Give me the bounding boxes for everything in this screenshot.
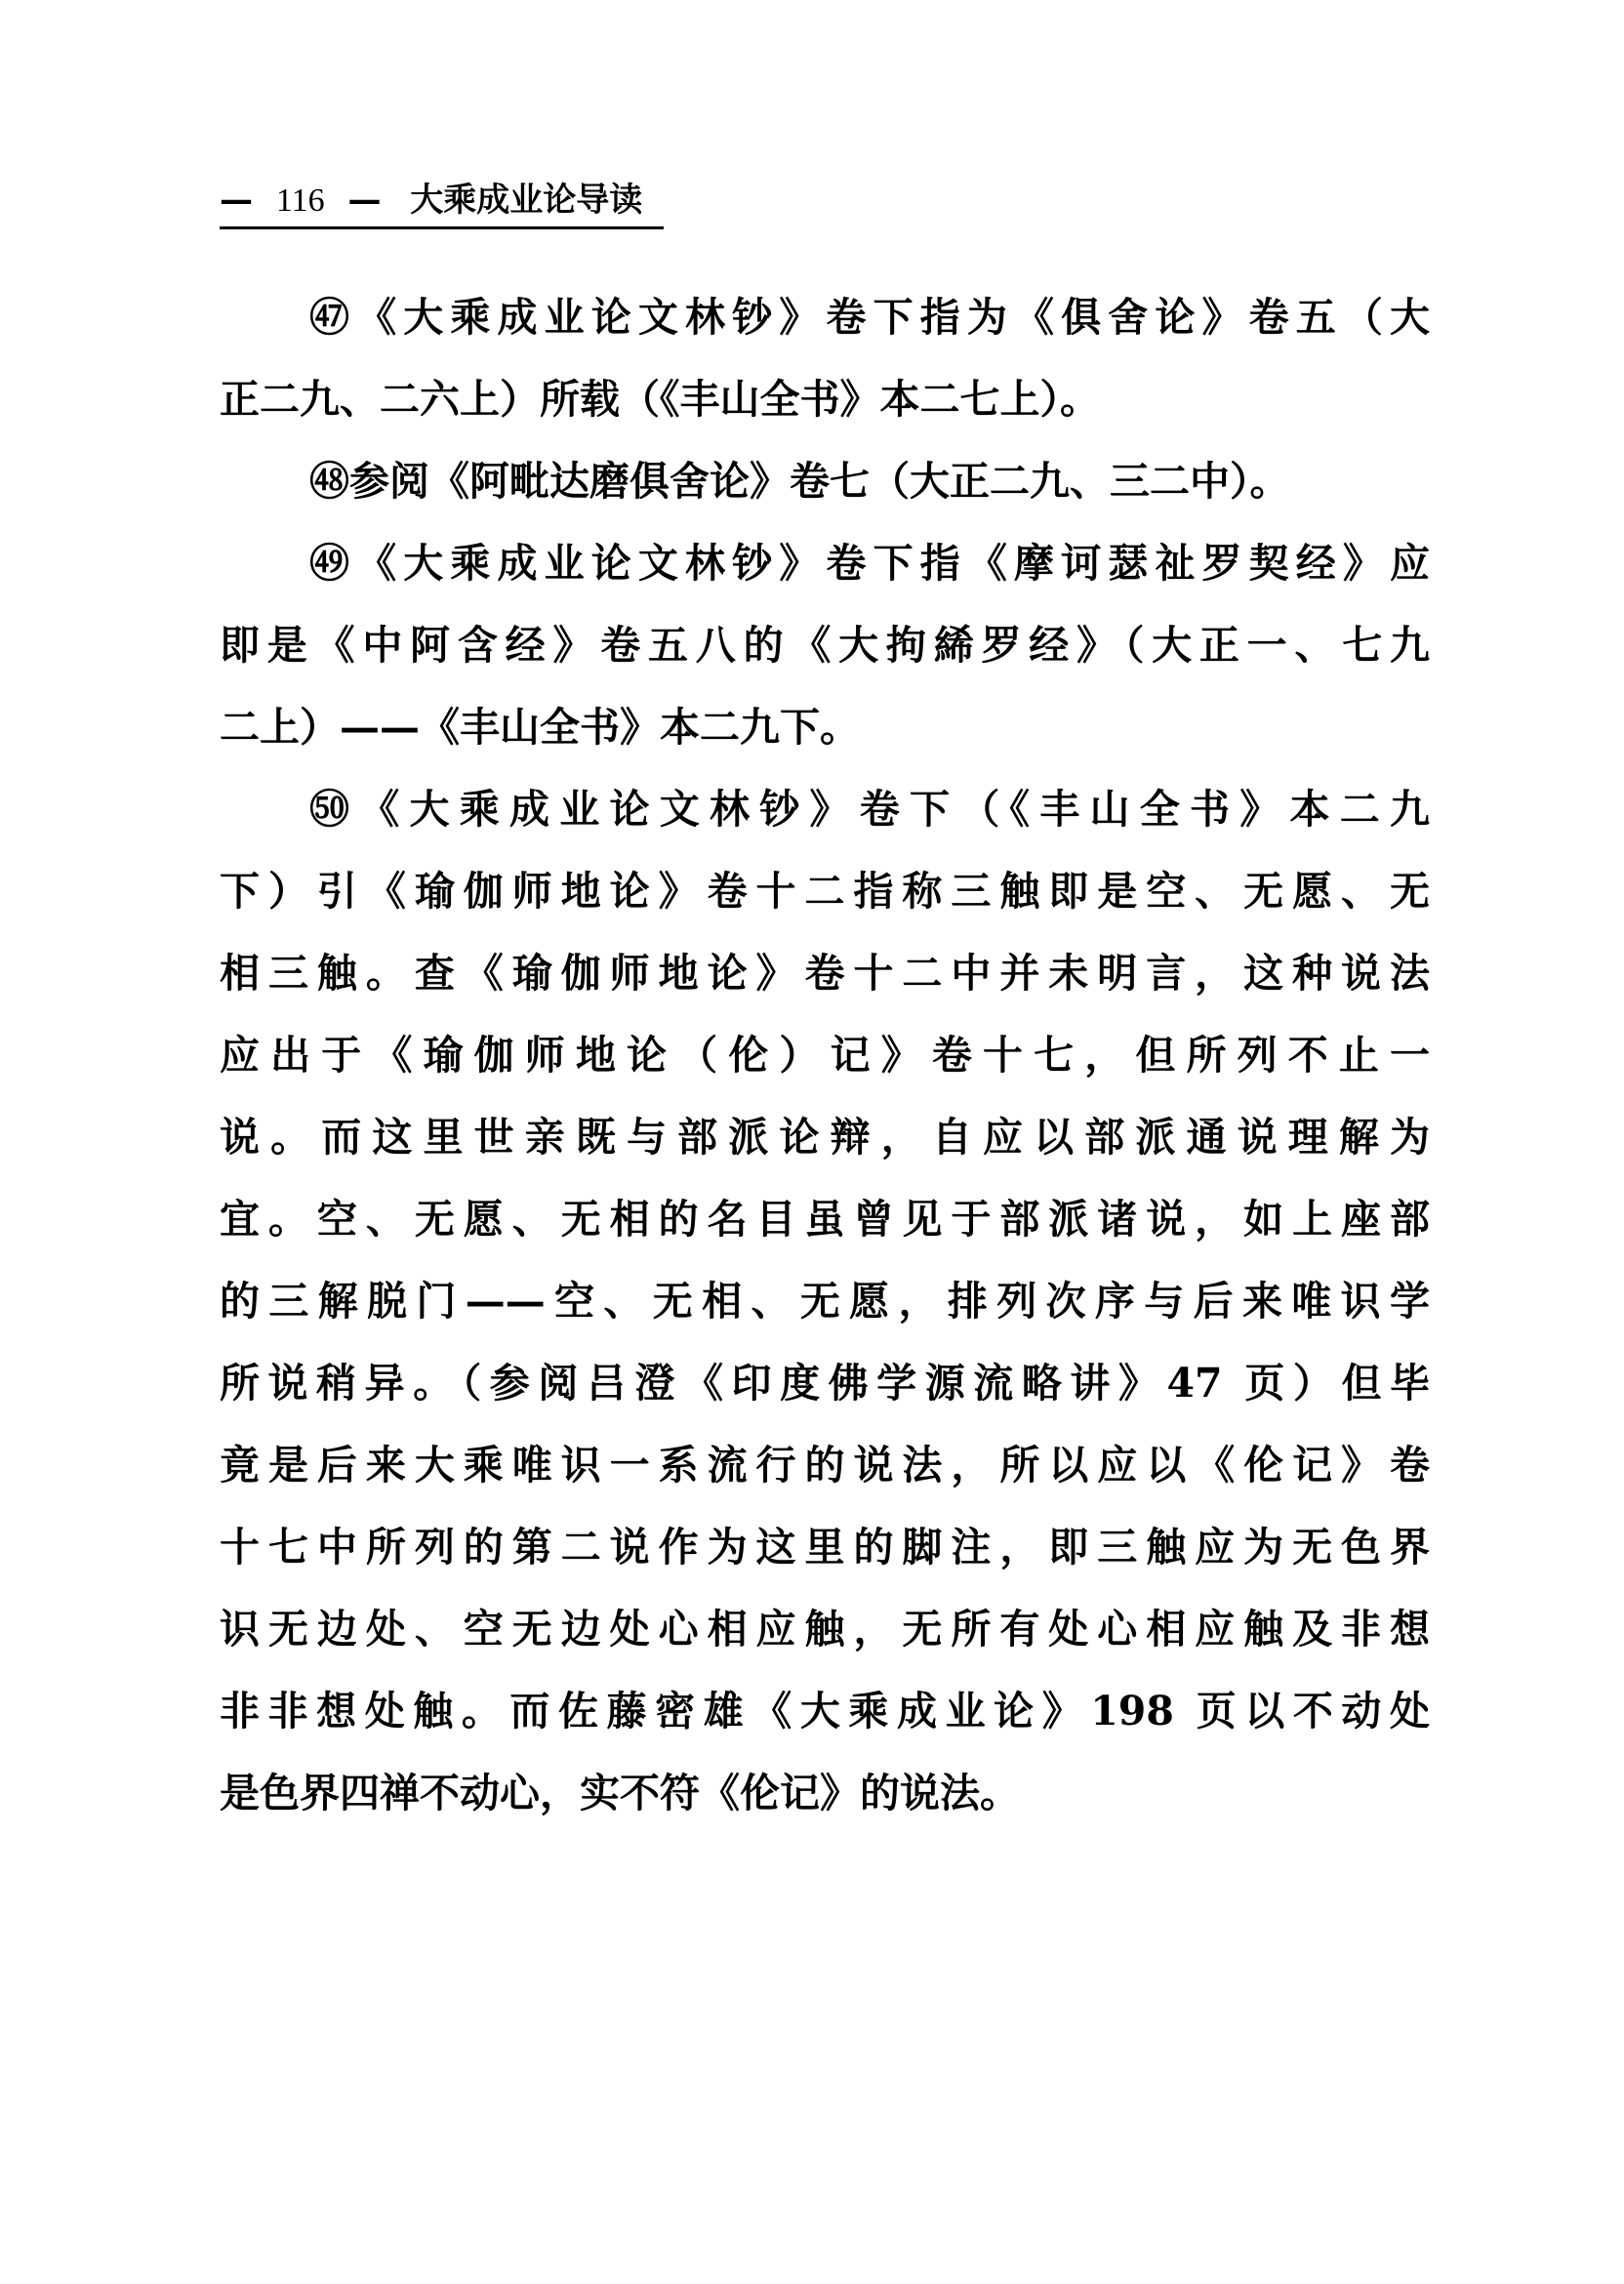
note-line: 识无边处、空无边处心相应触，无所有处心相应触及非想 [220,1606,1430,1652]
note-line: 十七中所列的第二说作为这里的脚注，即三触应为无色界 [220,1524,1430,1570]
note-line: 非非想处触。而佐藤密雄《大乘成业论》198 页以不动处 [220,1688,1430,1734]
note-line: ㊼《大乘成业论文林钞》卷下指为《俱舍论》卷五（大 [309,294,1430,341]
notes-body [220,276,1430,1834]
note-line: 正二九、二六上）所载（《丰山全书》本二七上）。 [220,376,1100,423]
note-line: ㊾《大乘成业论文林钞》卷下指《摩诃瑟祉罗契经》应 [309,540,1430,587]
note-line: ㊽参阅《阿毗达磨俱舍论》卷七（大正二九、三二中）。 [309,458,1290,505]
book-title: 大乘成业论导读 [410,181,643,220]
page-number: 116 [275,183,325,219]
note-line: 下）引《瑜伽师地论》卷十二指称三触即是空、无愿、无 [220,868,1430,915]
note-line: 竟是后来大乘唯识一系流行的说法，所以应以《伦记》卷 [220,1442,1430,1489]
note-line: 二上）——《丰山全书》本二九下。 [220,704,860,751]
note-59 [220,522,1430,768]
running-header [220,178,664,229]
note-line: 所说稍异。（参阅吕澄《印度佛学源流略讲》47 页）但毕 [220,1360,1430,1407]
note-line: ㊿《大乘成业论文林钞》卷下（《丰山全书》本二九 [309,786,1430,833]
header-dash-left: — [220,181,253,220]
note-60 [220,768,1430,1834]
note-58 [220,440,1430,522]
note-line: 说。而这里世亲既与部派论辩，自应以部派通说理解为 [220,1114,1430,1161]
note-57 [220,276,1430,440]
note-line: 即是《中阿含经》卷五八的《大拘絺罗经》（大正一、七九 [220,622,1430,669]
header-dash-right: — [347,181,382,220]
note-line: 宜。空、无愿、无相的名目虽曾见于部派诸说，如上座部 [220,1196,1430,1243]
note-line: 是色界四禅不动心，实不符《伦记》的说法。 [220,1770,1020,1816]
note-line: 的三解脱门——空、无相、无愿，排列次序与后来唯识学 [220,1278,1430,1325]
note-line: 相三触。查《瑜伽师地论》卷十二中并未明言，这种说法 [220,950,1430,997]
note-line: 应出于《瑜伽师地论（伦）记》卷十七，但所列不止一 [220,1032,1430,1079]
